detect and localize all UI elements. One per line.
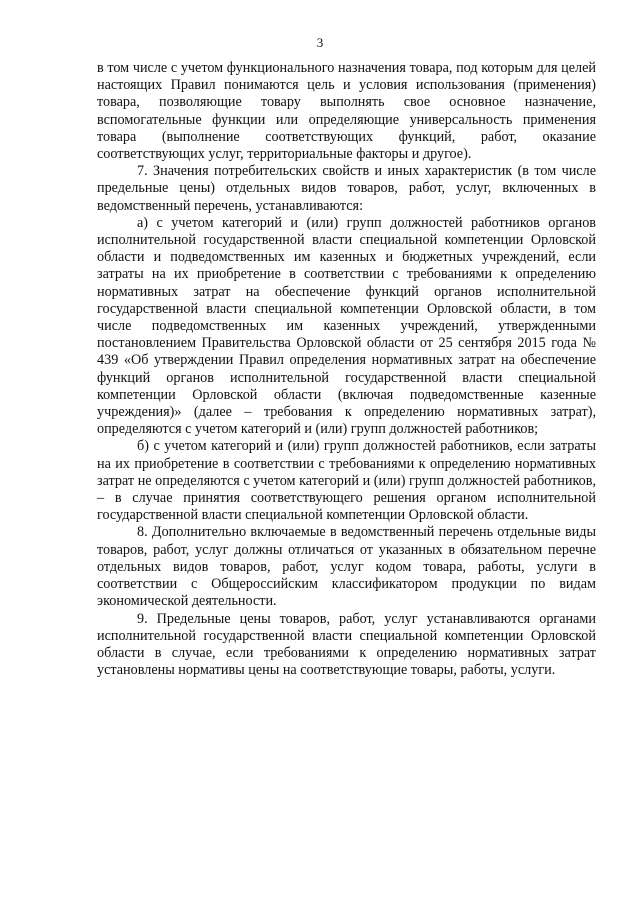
- paragraph-subitem-b: б) с учетом категорий и (или) групп должностей работников, если затраты на их приобретение в соответствии с требованиями к определению нормативных затрат не определяются с учетом категорий и (или) групп должностей работников, – в случае принятия соответствующего решения органом исполнительной государственной власти специальной компетенции Орловской области.: [97, 438, 596, 524]
- paragraph-item-8: 8. Дополнительно включаемые в ведомственный перечень отдельные виды товаров, работ, услуг должны отличаться от указанных в обязательном перечне отдельных видов товаров, работ, услуг кодом товара, работы, услуги в соответствии с Общероссийским классификатором продукции по видам экономической деятельности.: [97, 524, 596, 610]
- paragraph-item-7: 7. Значения потребительских свойств и иных характеристик (в том числе предельные цены) отдельных видов товаров, работ, услуг, включенных в ведомственный перечень, устанавливаются:: [97, 163, 596, 214]
- paragraph-continuation: в том числе с учетом функционального назначения товара, под которым для целей настоящих Правил понимаются цель и условия использования (применения) товара, позволяющие товару выполнять свое основное назначение, вспомогательные функции или определяющие универсальность применения товара (выполнение соответствующих функций, работ, оказание соответствующих услуг, территориальные факторы и другое).: [97, 60, 596, 163]
- page-number: 3: [316, 35, 324, 50]
- paragraph-subitem-a: а) с учетом категорий и (или) групп должностей работников органов исполнительной государственной власти специальной компетенции Орловской области и подведомственных им казенных и бюджетных учреждений, если затраты на их приобретение в соответствии с требованиями к определению нормативных затрат на обеспечение функций органов исполнительной государственной власти специальной компетенции Орловской области, в том числе подведомственных им казенных учреждений, утвержденными постановлением Правительства Орловской области от 25 сентября 2015 года № 439 «Об утверждении Правил определения нормативных затрат на обеспечение функций органов исполнительной государственной власти специальной компетенции Орловской области (включая подведомственные казенные учреждения)» (далее – требования к определению нормативных затрат), определяются с учетом категорий и (или) групп должностей работников;: [97, 214, 596, 438]
- document-body: [97, 60, 596, 679]
- paragraph-item-9: 9. Предельные цены товаров, работ, услуг устанавливаются органами исполнительной государственной власти специальной компетенции Орловской области в случае, если требованиями к определению нормативных затрат установлены нормативы цены на соответствующие товары, работы, услуги.: [97, 610, 596, 679]
